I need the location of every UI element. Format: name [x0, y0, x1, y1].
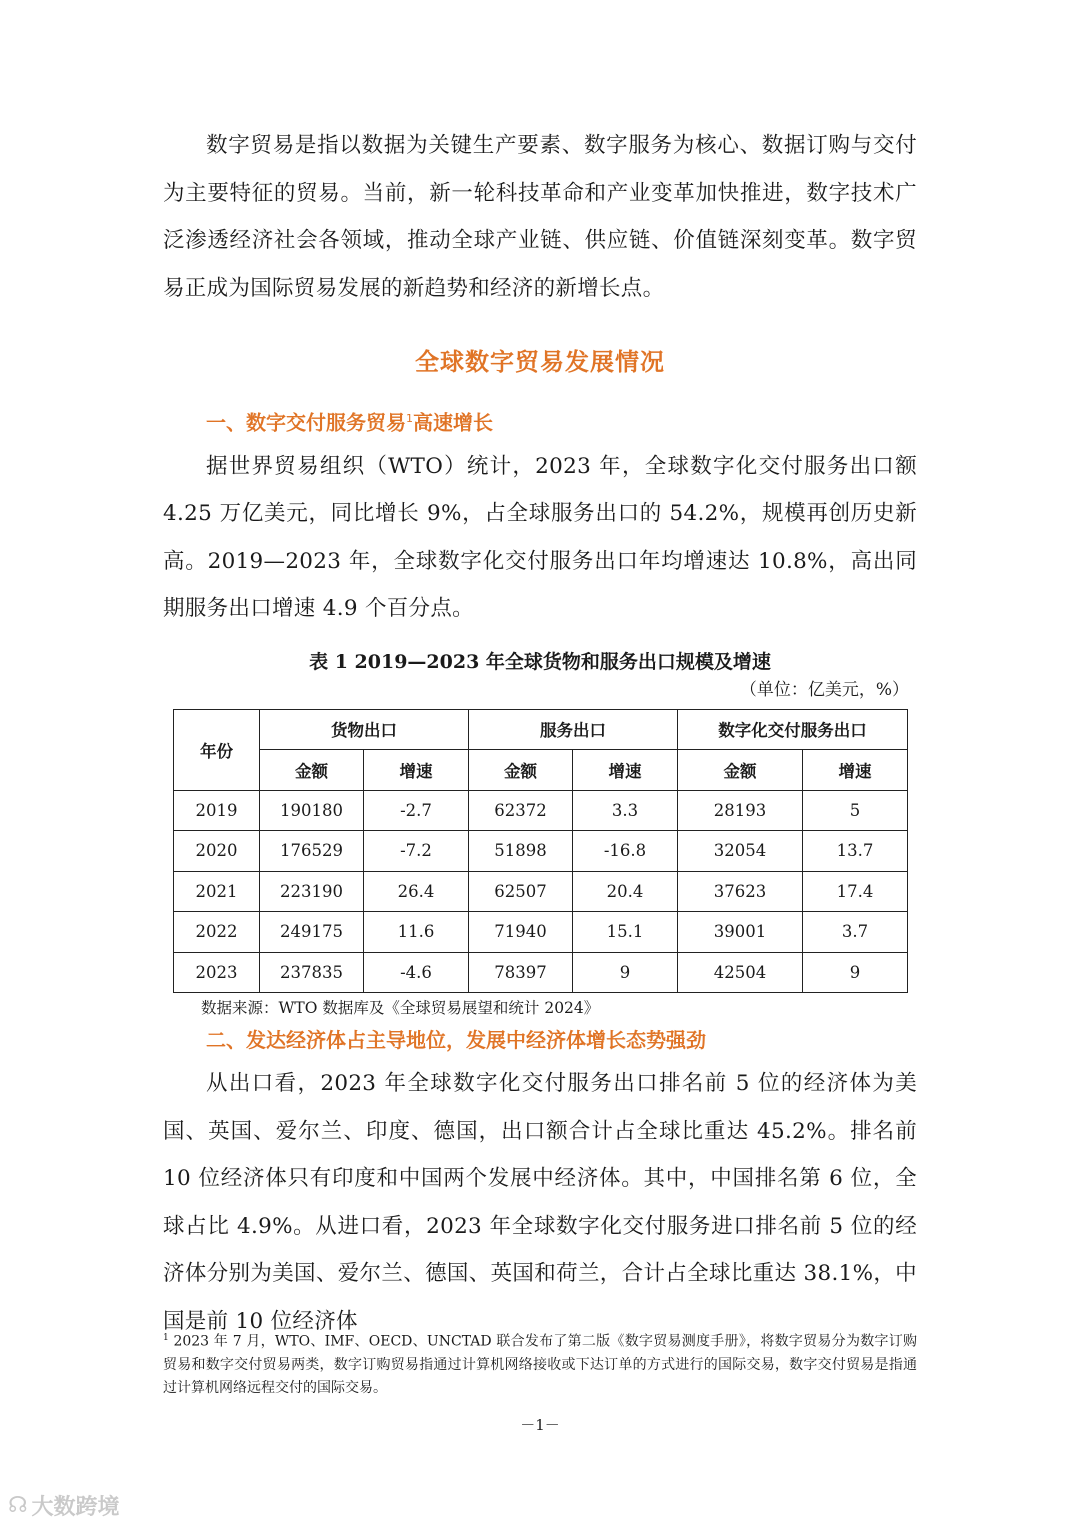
table-cell: 190180: [260, 790, 364, 831]
table-cell: -16.8: [573, 831, 678, 872]
intro-paragraph: 数字贸易是指以数据为关键生产要素、数字服务为核心、数据订购与交付为主要特征的贸易。当前，新一轮科技革命和产业变革加快推进，数字技术广泛渗透经济社会各领域，推动全球产业链、供应链、价值链深刻变革。数字贸易正成为国际贸易发展的新趋势和经济的新增长点。: [163, 133, 917, 301]
page-number: －1－: [520, 1416, 560, 1434]
footnote-ref: 1: [406, 412, 413, 425]
footnote-marker: 1: [163, 1333, 169, 1343]
table-cell: 176529: [260, 831, 364, 872]
table-cell: 2022: [174, 912, 260, 953]
group-header: 货物出口: [260, 709, 469, 750]
table-cell: 2020: [174, 831, 260, 872]
year-header: 年份: [174, 709, 260, 790]
table-cell: -2.7: [364, 790, 469, 831]
table-title: 表 1 2019—2023 年全球货物和服务出口规模及增速: [309, 650, 771, 673]
page-content: [163, 122, 917, 1345]
table-subheader-row: [174, 750, 908, 791]
watermark-text: 大数跨境: [31, 1495, 120, 1520]
table-cell: 2021: [174, 871, 260, 912]
paragraph-1: 据世界贸易组织（WTO）统计，2023 年，全球数字化交付服务出口额 4.25 万亿美元，同比增长 9%，占全球服务出口的 54.2%，规模再创历史新高。2019—2023 年，全球数字化交付服务出口年均增速达 10.8%，高出同期服务出口增速 4.9 个百分点。: [163, 453, 917, 622]
sub-header: 金额: [678, 750, 803, 791]
table-cell: 249175: [260, 912, 364, 953]
sub-header: 增速: [573, 750, 678, 791]
table-cell: 11.6: [364, 912, 469, 953]
table-cell: 42504: [678, 952, 803, 993]
table-cell: 28193: [678, 790, 803, 831]
table-cell: 62372: [469, 790, 573, 831]
paragraph-2: 从出口看，2023 年全球数字化交付服务出口排名前 5 位的经济体为美国、英国、爱尔兰、印度、德国，出口额合计占全球比重达 45.2%。排名前 10 位经济体只有印度和中国两个发展中经济体。其中，中国排名第 6 位，全球占比 4.9%。从进口看，2023 年全球数字化交付服务进口排名前 5 位的经济体分别为美国、爱尔兰、德国、英国和荷兰，合计占全球比重达 38.1%，中国是前 10 位经济体: [163, 1071, 917, 1334]
heading-2: 二、发达经济体占主导地位，发展中经济体增长态势强劲: [206, 1028, 706, 1053]
sub-header: 金额: [469, 750, 573, 791]
table-source: 数据来源：WTO 数据库及《全球贸易展望和统计 2024》: [201, 999, 600, 1018]
table-cell: 20.4: [573, 871, 678, 912]
table-cell: 17.4: [803, 871, 908, 912]
table-cell: 51898: [469, 831, 573, 872]
table-cell: 78397: [469, 952, 573, 993]
table-cell: -7.2: [364, 831, 469, 872]
table-header-row: [174, 709, 908, 750]
table-cell: 32054: [678, 831, 803, 872]
table-cell: 2023: [174, 952, 260, 993]
table-cell: 2019: [174, 790, 260, 831]
table-cell: 15.1: [573, 912, 678, 953]
table-cell: 37623: [678, 871, 803, 912]
table-row: [174, 912, 908, 953]
footnote-text: 2023 年 7 月，WTO、IMF、OECD、UNCTAD 联合发布了第二版《数字贸易测度手册》，将数字贸易分为数字订购贸易和数字交付贸易两类，数字订购贸易指通过计算机网络接收或下达订单的方式进行的国际交易，数字交付贸易是指通过计算机网络远程交付的国际交易。: [163, 1333, 917, 1396]
watermark-logo-icon: ☊: [8, 1493, 28, 1518]
footnote: [163, 1327, 917, 1400]
table-cell: 3.7: [803, 912, 908, 953]
table-cell: 5: [803, 790, 908, 831]
table-cell: 13.7: [803, 831, 908, 872]
group-header: 服务出口: [469, 709, 678, 750]
section-title: 全球数字贸易发展情况: [415, 348, 665, 376]
table-cell: 223190: [260, 871, 364, 912]
table-unit: （单位：亿美元，%）: [739, 679, 909, 700]
sub-header: 增速: [803, 750, 908, 791]
table-cell: 3.3: [573, 790, 678, 831]
table-cell: 237835: [260, 952, 364, 993]
export-table: [173, 709, 908, 994]
heading-1: [163, 399, 917, 443]
table-row: [174, 831, 908, 872]
watermark: [8, 1490, 120, 1521]
heading-1-text-2: 高速增长: [413, 410, 493, 435]
sub-header: 增速: [364, 750, 469, 791]
table-cell: 39001: [678, 912, 803, 953]
sub-header: 金额: [260, 750, 364, 791]
heading-1-text: 一、数字交付服务贸易: [206, 410, 406, 435]
table-cell: 71940: [469, 912, 573, 953]
table-cell: 9: [803, 952, 908, 993]
table-cell: 9: [573, 952, 678, 993]
table-row: [174, 952, 908, 993]
table-row: [174, 871, 908, 912]
table-cell: 62507: [469, 871, 573, 912]
group-header: 数字化交付服务出口: [678, 709, 908, 750]
table-cell: -4.6: [364, 952, 469, 993]
table-row: [174, 790, 908, 831]
table-cell: 26.4: [364, 871, 469, 912]
